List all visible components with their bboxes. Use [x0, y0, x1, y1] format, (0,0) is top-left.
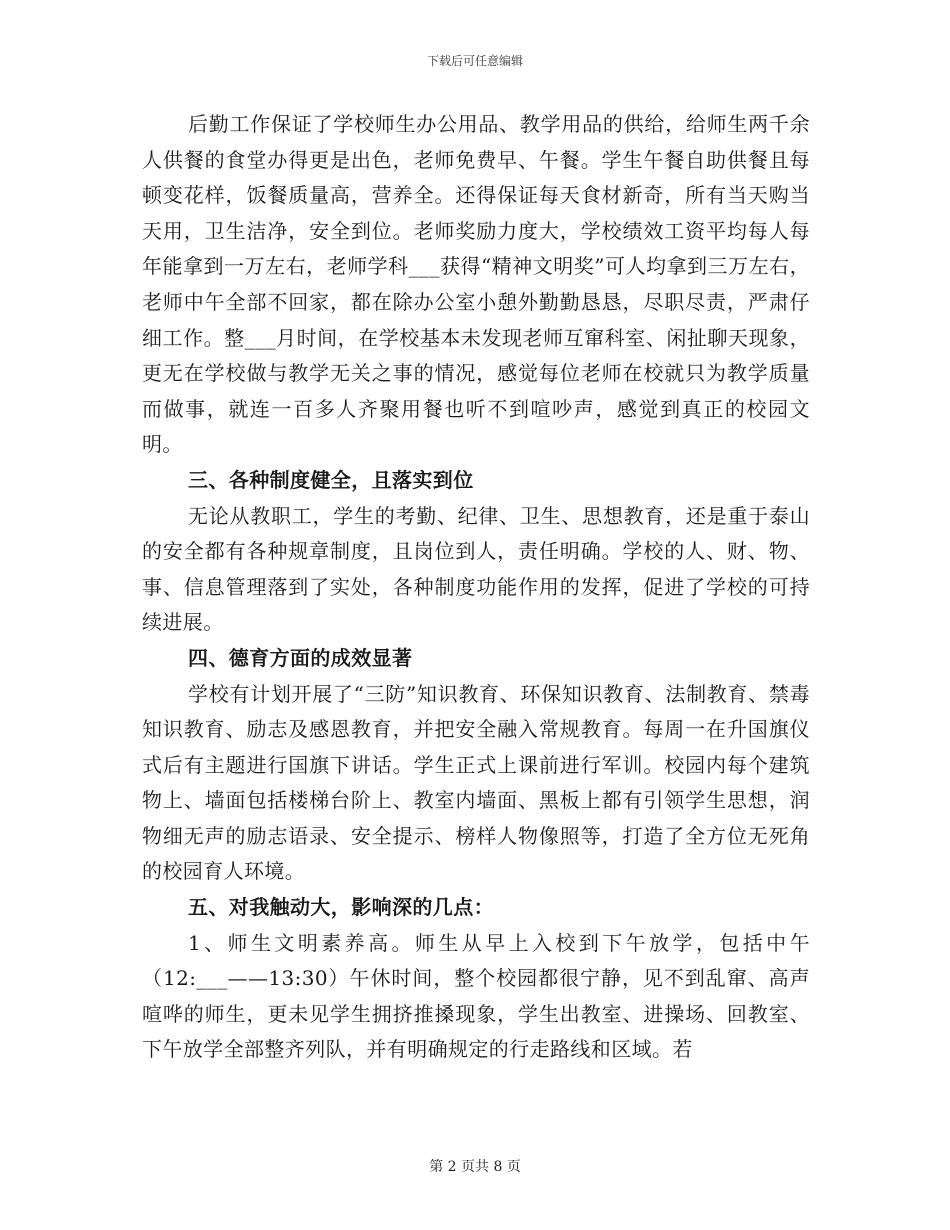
section-heading-4: 四、德育方面的成效显著 — [188, 645, 413, 670]
section-heading-5: 五、对我触动大，影响深的几点： — [188, 895, 494, 920]
paragraph-regulations: 无论从教职工，学生的考勤、纪律、卫生、思想教育，还是重于泰山的安全都有各种规章制度，且岗位到人，责任明确。学校的人、财、物、事、信息管理落到了实处，各种制度功能作用的发挥，促进了学校的可持续进展。 — [142, 503, 810, 635]
paragraph-moral-education: 学校有计划开展了“三防”知识教育、环保知识教育、法制教育、禁毒知识教育、励志及感恩教育，并把安全融入常规教育。每周一在升国旗仪式后有主题进行国旗下讲话。学生正式上课前进行军训。校园内每个建筑物上、墙面包括楼梯台阶上、教室内墙面、黑板上都有引领学生思想，润物细无声的励志语录、安全提示、榜样人物像照等，打造了全方位无死角的校园育人环境。 — [142, 681, 810, 884]
paragraph-civility: 1、师生文明素养高。师生从早上入校到下午放学，包括中午（12:___——13:30）午休时间，整个校园都很宁静，见不到乱窜、高声喧哗的师生，更未见学生拥挤推搡现象，学生出教室、进操场、回教室、下午放学全部整齐列队，并有明确规定的行走路线和区域。若 — [142, 930, 810, 1062]
page-footer: 第 2 页共 8 页 — [429, 1159, 521, 1175]
paragraph-logistics: 后勤工作保证了学校师生办公用品、教学用品的供给，给师生两千余人供餐的食堂办得更是出色，老师免费早、午餐。学生午餐自助供餐且每顿变花样，饭餐质量高，营养全。还得保证每天食材新奇，所有当天购当天用，卫生洁净，安全到位。老师奖励力度大，学校绩效工资平均每人每年能拿到一万左右，老师学科___获得“精神文明奖”可人均拿到三万左右，老师中午全部不回家，都在除办公室小憩外勤勤恳恳，尽职尽责，严肃仔细工作。整___月时间，在学校基本未发现老师互窜科室、闲扯聊天现象，更无在学校做与教学无关之事的情况，感觉每位老师在校就只为教学质量而做事，就连一百多人齐聚用餐也听不到喧吵声，感觉到真正的校园文明。 — [142, 112, 810, 457]
document-body — [142, 107, 810, 1068]
page-header: 下载后可任意编辑 — [426, 54, 523, 68]
section-heading-3: 三、各种制度健全，且落实到位 — [188, 467, 474, 492]
